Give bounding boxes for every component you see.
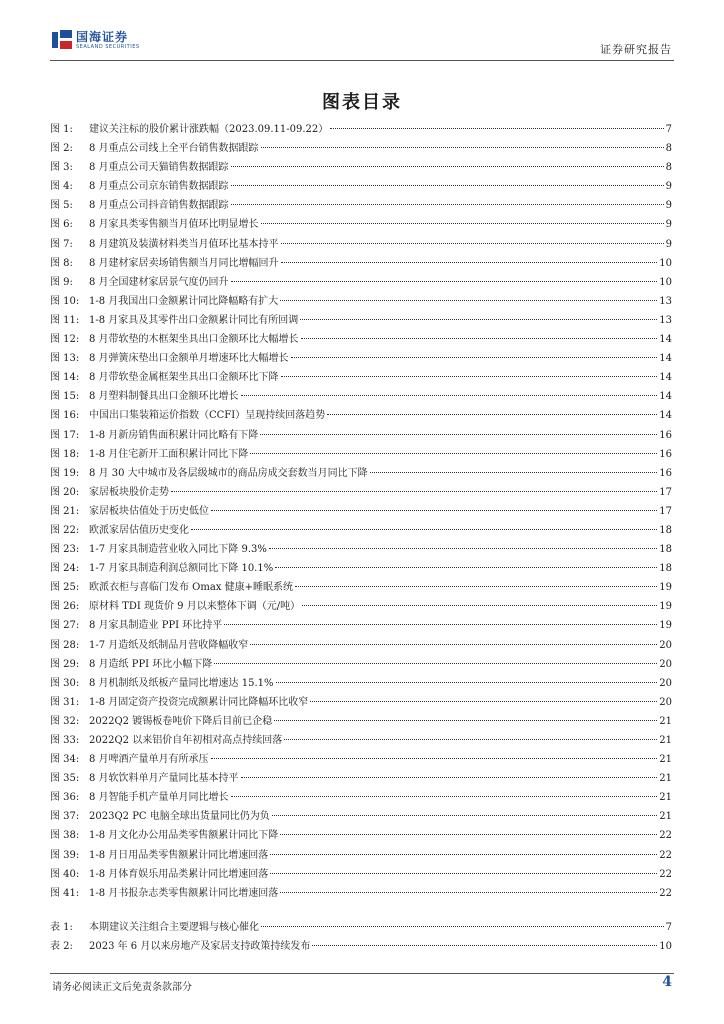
entry-title: 1-8 月我国出口金额累计同比降幅略有扩大 (89, 295, 279, 307)
entry-page-number: 8 (665, 143, 672, 155)
header-divider (50, 60, 674, 61)
entry-label: 图 24: (50, 563, 80, 575)
dot-leader (302, 605, 657, 606)
entry-page-number: 9 (665, 219, 672, 231)
dot-leader (284, 739, 657, 740)
entry-page-number: 22 (659, 887, 672, 899)
entry-label: 图 12: (50, 334, 80, 346)
figure-entry[interactable] (50, 655, 672, 674)
dot-leader (261, 223, 664, 224)
entry-title: 2023 年 6 月以来房地产及家居支持政策持续发布 (89, 941, 311, 953)
entry-page-number: 20 (659, 677, 672, 689)
entry-title: 8 月重点公司抖音销售数据跟踪 (89, 200, 229, 212)
figure-list (50, 120, 672, 903)
figure-entry[interactable] (50, 636, 672, 655)
entry-label: 图 40: (50, 868, 80, 880)
entry-label: 图 10: (50, 295, 80, 307)
entry-label: 图 23: (50, 544, 80, 556)
entry-title: 1-8 月书报杂志类零售额累计同比增速回落 (89, 887, 279, 899)
figure-entry[interactable] (50, 559, 672, 578)
entry-page-number: 9 (665, 200, 672, 212)
figure-entry[interactable] (50, 330, 672, 349)
figure-entry[interactable] (50, 731, 672, 750)
entry-label: 图 21: (50, 505, 80, 517)
dot-leader (250, 644, 657, 645)
entry-title: 1-8 月新房销售面积累计同比略有下降 (89, 429, 259, 441)
entry-page-number: 14 (659, 410, 672, 422)
entry-page-number: 14 (659, 353, 672, 365)
entry-label: 图 20: (50, 486, 80, 498)
entry-title: 欧派家居估值历史变化 (89, 524, 189, 536)
figure-entry[interactable] (50, 674, 672, 693)
entry-page-number: 21 (659, 715, 672, 727)
entry-page-number: 18 (659, 563, 672, 575)
entry-page-number: 7 (665, 124, 672, 135)
dot-leader (310, 701, 657, 702)
entry-page-number: 18 (659, 524, 672, 536)
entry-page-number: 13 (659, 295, 672, 307)
page-title: 图表目录 (322, 92, 402, 113)
entry-label: 图 19: (50, 467, 80, 479)
entry-label: 图 28: (50, 639, 80, 651)
entry-label: 图 29: (50, 658, 80, 670)
entry-title: 家居板块估值处于历史低位 (89, 505, 209, 517)
entry-title: 中国出口集装箱运价指数（CCFI）呈现持续回落趋势 (89, 410, 326, 422)
entry-title: 2023Q2 PC 电脑全球出货量同比仍为负 (89, 811, 270, 823)
entry-page-number: 7 (665, 922, 672, 933)
entry-page-number: 14 (659, 372, 672, 384)
dot-leader (171, 491, 657, 492)
figure-entry[interactable] (50, 445, 672, 464)
entry-label: 图 1: (50, 124, 73, 135)
figure-entry[interactable] (50, 750, 672, 769)
entry-page-number: 21 (659, 811, 672, 823)
figure-entry[interactable] (50, 693, 672, 712)
entry-page-number: 19 (659, 620, 672, 632)
table-list (50, 918, 672, 956)
entry-label: 表 1: (50, 922, 73, 933)
page-number: 4 (662, 974, 672, 990)
entry-label: 图 17: (50, 429, 80, 441)
entry-label: 图 18: (50, 448, 80, 460)
entry-title: 8 月重点公司线上全平台销售数据跟踪 (89, 143, 259, 155)
entry-title: 8 月家具类零售额当月值环比明显增长 (89, 219, 259, 231)
entry-label: 图 35: (50, 773, 80, 785)
figure-entry[interactable] (50, 826, 672, 845)
entry-title: 1-7 月家具制造利润总额同比下降 10.1% (89, 563, 274, 575)
dot-leader (276, 682, 658, 683)
entry-title: 1-8 月文化办公用品类零售额累计同比下降 (89, 830, 279, 842)
entry-page-number: 21 (659, 754, 672, 766)
entry-page-number: 21 (659, 735, 672, 746)
entry-page-number: 10 (659, 941, 672, 953)
dot-leader (281, 243, 664, 244)
entry-label: 图 34: (50, 754, 80, 766)
entry-page-number: 17 (659, 505, 672, 517)
entry-label: 图 2: (50, 143, 73, 155)
report-type: 证券研究报告 (600, 43, 672, 56)
figure-entry[interactable] (50, 712, 672, 731)
figure-entry[interactable] (50, 769, 672, 788)
entry-title: 本期建议关注组合主要逻辑与核心催化 (89, 922, 259, 933)
table-entry[interactable] (50, 918, 672, 937)
entry-label: 图 6: (50, 219, 73, 231)
dot-leader (260, 434, 657, 435)
entry-page-number: 10 (659, 276, 672, 288)
entry-label: 图 9: (50, 276, 73, 288)
entry-label: 图 36: (50, 792, 80, 804)
entry-label: 图 13: (50, 353, 80, 365)
entry-label: 图 33: (50, 735, 80, 746)
dot-leader (274, 720, 657, 721)
entry-title: 家居板块股价走势 (89, 486, 169, 498)
entry-title: 8 月塑料制餐具出口金额环比增长 (89, 391, 239, 403)
dot-leader (231, 166, 664, 167)
entry-page-number: 20 (659, 658, 672, 670)
entry-title: 8 月智能手机产量单月同比增长 (89, 792, 229, 804)
dot-leader (327, 414, 657, 415)
figure-entry[interactable] (50, 368, 672, 387)
entry-title: 8 月全国建材家居景气度仍回升 (89, 276, 229, 288)
entry-title: 8 月造纸 PPI 环比小幅下降 (89, 658, 213, 670)
dot-leader (370, 472, 658, 473)
entry-title: 8 月带软垫金属框架坐具出口金额环比下降 (89, 372, 279, 384)
figure-entry[interactable] (50, 521, 672, 540)
figure-entry[interactable] (50, 215, 672, 234)
entry-page-number: 20 (659, 639, 672, 651)
figure-entry[interactable] (50, 884, 672, 903)
entry-page-number: 14 (659, 334, 672, 346)
entry-page-number: 13 (659, 314, 672, 326)
footer-divider (50, 973, 674, 974)
logo-name-cn: 国海证券 (76, 29, 129, 44)
dot-leader (272, 815, 658, 816)
dot-leader (269, 548, 657, 549)
entry-page-number: 20 (659, 696, 672, 708)
entry-page-number: 9 (665, 181, 672, 193)
entry-page-number: 22 (659, 868, 672, 880)
dot-leader (211, 510, 657, 511)
figure-entry[interactable] (50, 616, 672, 635)
entry-page-number: 21 (659, 792, 672, 804)
entry-label: 图 14: (50, 372, 80, 384)
dot-leader (301, 338, 658, 339)
entry-label: 图 26: (50, 601, 80, 613)
dot-leader (280, 834, 657, 835)
figure-entry[interactable] (50, 235, 672, 254)
entry-page-number: 16 (659, 429, 672, 441)
figure-entry[interactable] (50, 177, 672, 196)
figure-entry[interactable] (50, 387, 672, 406)
entry-label: 图 30: (50, 677, 80, 689)
entry-page-number: 8 (665, 162, 672, 174)
figure-entry[interactable] (50, 788, 672, 807)
entry-title: 8 月家具制造业 PPI 环比持平 (89, 620, 223, 632)
entry-title: 2022Q2 镀锡板卷吨价下降后目前已企稳 (89, 715, 273, 727)
entry-label: 图 37: (50, 811, 80, 823)
dot-leader (280, 300, 657, 301)
figure-entry[interactable] (50, 158, 672, 177)
figure-entry[interactable] (50, 865, 672, 884)
logo-mark-icon (52, 30, 72, 50)
dot-leader (281, 262, 658, 263)
entry-label: 图 16: (50, 410, 80, 422)
logo-name-en: SEALAND SECURITIES (76, 43, 140, 50)
figure-entry[interactable] (50, 120, 672, 139)
figure-entry[interactable] (50, 846, 672, 865)
dot-leader (191, 529, 657, 530)
entry-label: 图 41: (50, 887, 80, 899)
entry-title: 8 月 30 大中城市及各层级城市的商品房成交套数当月同比下降 (89, 467, 368, 479)
entry-label: 图 31: (50, 696, 80, 708)
dot-leader (270, 873, 657, 874)
disclaimer-note: 请务必阅读正文后免责条款部分 (52, 982, 192, 993)
entry-title: 1-8 月住宅新开工面积累计同比下降 (89, 448, 249, 460)
dot-leader (261, 926, 664, 927)
entry-title: 8 月建筑及装潢材料类当月值环比基本持平 (89, 238, 279, 250)
figure-entry[interactable] (50, 540, 672, 559)
entry-label: 图 22: (50, 524, 80, 536)
entry-title: 1-7 月家具制造营业收入同比下降 9.3% (89, 544, 267, 556)
entry-title: 1-8 月日用品类零售额累计同比增速回落 (89, 849, 269, 861)
logo-text (76, 31, 140, 50)
entry-title: 8 月建材家居卖场销售额当月同比增幅回升 (89, 257, 279, 269)
dot-leader (270, 854, 657, 855)
entry-title: 建议关注标的股价累计涨跌幅（2023.09.11-09.22） (89, 124, 329, 135)
entry-title: 8 月机制纸及纸板产量同比增速达 15.1% (89, 677, 274, 689)
figure-entry[interactable] (50, 254, 672, 273)
dot-leader (231, 796, 658, 797)
entry-title: 2022Q2 以来铝价自年初相对高点持续回落 (89, 735, 283, 746)
figure-entry[interactable] (50, 406, 672, 425)
figure-entry[interactable] (50, 292, 672, 311)
entry-title: 1-8 月固定资产投资完成额累计同比降幅环比收窄 (89, 696, 309, 708)
entry-label: 图 32: (50, 715, 80, 727)
entry-page-number: 21 (659, 773, 672, 785)
dot-leader (275, 567, 657, 568)
entry-label: 表 2: (50, 941, 73, 953)
dot-leader (241, 777, 658, 778)
dot-leader (281, 376, 658, 377)
entry-title: 8 月弹簧床垫出口金额单月增速环比大幅增长 (89, 353, 289, 365)
figure-entry[interactable] (50, 597, 672, 616)
entry-title: 1-8 月体育娱乐用品类累计同比增速回落 (89, 868, 269, 880)
dot-leader (231, 204, 664, 205)
table-entry[interactable] (50, 937, 672, 956)
entry-page-number: 16 (659, 467, 672, 479)
entry-label: 图 15: (50, 391, 80, 403)
dot-leader (231, 281, 658, 282)
dot-leader (330, 128, 663, 129)
entry-label: 图 39: (50, 849, 80, 861)
company-logo (52, 30, 140, 50)
dot-leader (280, 892, 657, 893)
entry-page-number: 16 (659, 448, 672, 460)
entry-title: 欧派衣柜与喜临门发布 Omax 健康+睡眠系统 (89, 582, 294, 594)
figure-entry[interactable] (50, 349, 672, 368)
entry-title: 8 月重点公司天猫销售数据跟踪 (89, 162, 229, 174)
entry-page-number: 19 (659, 601, 672, 613)
entry-label: 图 8: (50, 257, 73, 269)
figure-entry[interactable] (50, 464, 672, 483)
entry-label: 图 27: (50, 620, 80, 632)
entry-label: 图 38: (50, 830, 80, 842)
entry-label: 图 5: (50, 200, 73, 212)
dot-leader (300, 319, 657, 320)
entry-page-number: 17 (659, 486, 672, 498)
entry-title: 原材料 TDI 现货价 9 月以来整体下调（元/吨） (89, 601, 301, 613)
dot-leader (241, 395, 658, 396)
entry-page-number: 14 (659, 391, 672, 403)
entry-page-number: 19 (659, 582, 672, 594)
entry-label: 图 11: (50, 314, 80, 326)
entry-page-number: 22 (659, 849, 672, 861)
figure-entry[interactable] (50, 578, 672, 597)
figure-entry[interactable] (50, 807, 672, 826)
dot-leader (295, 586, 657, 587)
dot-leader (291, 357, 658, 358)
dot-leader (261, 147, 664, 148)
entry-page-number: 18 (659, 544, 672, 556)
dot-leader (312, 945, 657, 946)
entry-label: 图 3: (50, 162, 73, 174)
entry-title: 8 月带软垫的木框架坐具出口金额环比大幅增长 (89, 334, 299, 346)
figure-entry[interactable] (50, 139, 672, 158)
figure-entry[interactable] (50, 502, 672, 521)
figure-entry[interactable] (50, 483, 672, 502)
figure-entry[interactable] (50, 311, 672, 330)
entry-title: 8 月重点公司京东销售数据跟踪 (89, 181, 229, 193)
entry-page-number: 10 (659, 257, 672, 269)
dot-leader (211, 758, 658, 759)
entry-label: 图 7: (50, 238, 73, 250)
entry-title: 1-8 月家具及其零件出口金额累计同比有所回调 (89, 314, 299, 326)
entry-page-number: 9 (665, 238, 672, 250)
figure-entry[interactable] (50, 196, 672, 215)
dot-leader (224, 624, 657, 625)
entry-label: 图 25: (50, 582, 80, 594)
figure-entry[interactable] (50, 426, 672, 445)
dot-leader (214, 663, 657, 664)
entry-label: 图 4: (50, 181, 73, 193)
dot-leader (231, 185, 664, 186)
entry-page-number: 22 (659, 830, 672, 842)
dot-leader (250, 453, 657, 454)
entry-title: 8 月软饮料单月产量同比基本持平 (89, 773, 239, 785)
figure-entry[interactable] (50, 273, 672, 292)
entry-title: 8 月啤酒产量单月有所承压 (89, 754, 209, 766)
entry-title: 1-7 月造纸及纸制品月营收降幅收窄 (89, 639, 249, 651)
